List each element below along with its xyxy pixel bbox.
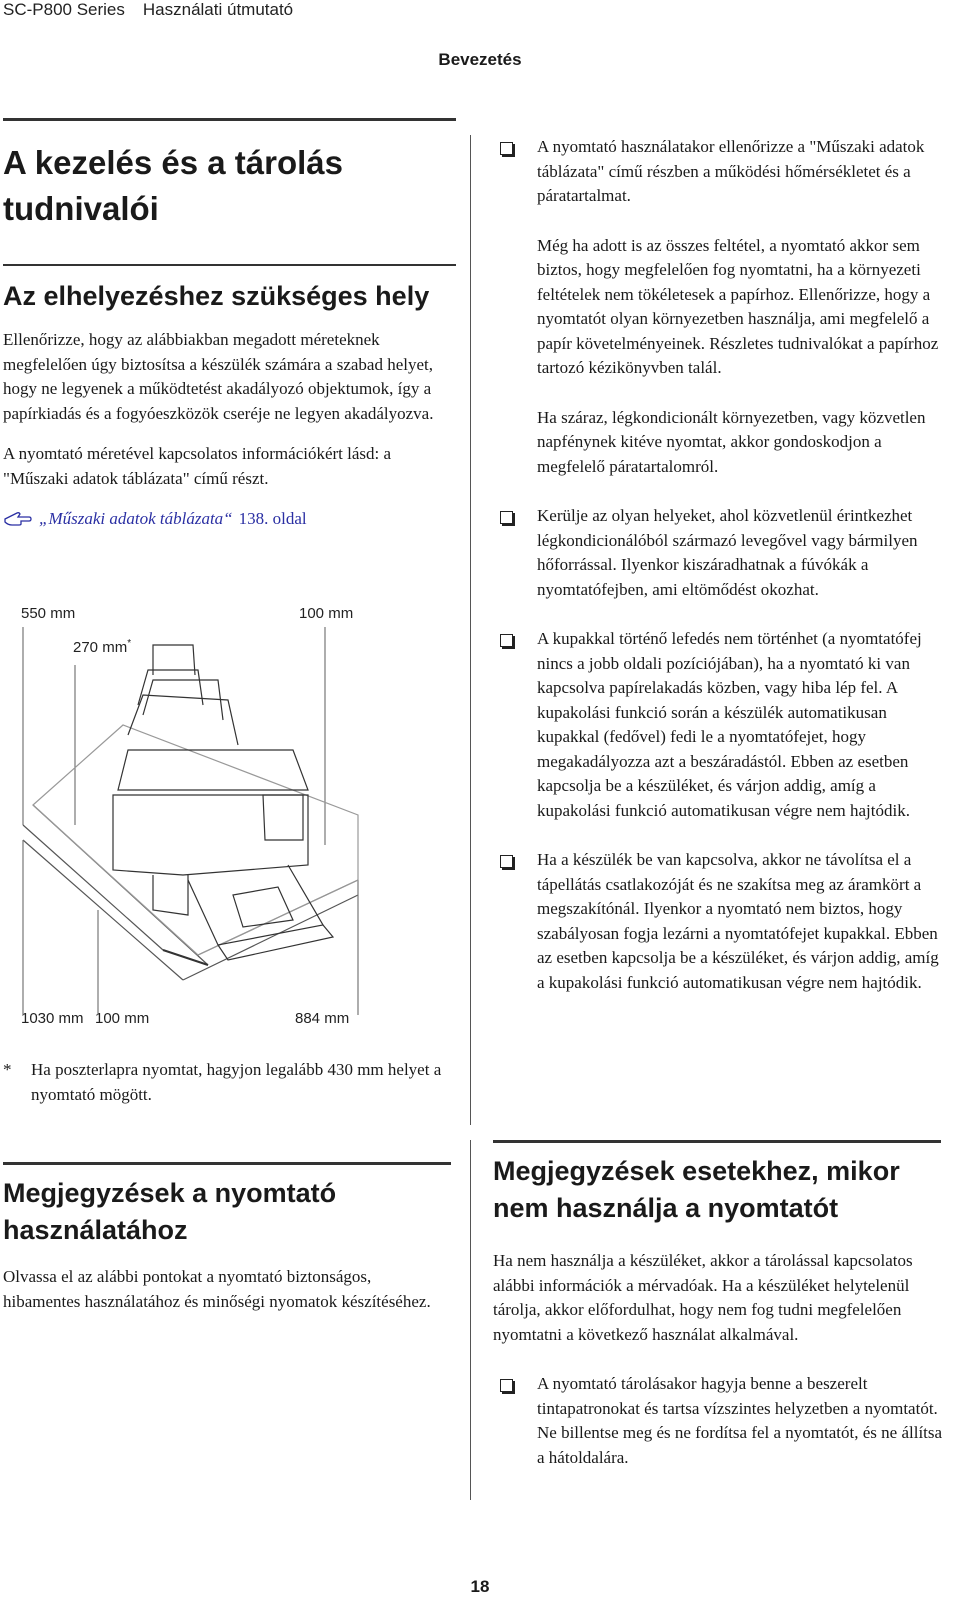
section3-rule (493, 1140, 941, 1143)
section3-title: Megjegyzések esetekhez, mikor nem használja a nyomtatót (493, 1156, 900, 1223)
bullet-storage (500, 1372, 943, 1470)
product-name: SC-P800 Series (3, 0, 125, 19)
spec-link-text[interactable]: „Műszaki adatok táblázata“ (39, 509, 233, 528)
page-number: 18 (470, 1577, 490, 1596)
section2-title: Megjegyzések a nyomtató használatához (3, 1178, 337, 1245)
page-title: A kezelés és a tárolás tudnivalói (3, 144, 343, 227)
dim-label-1030: 1030 mm (21, 1010, 84, 1027)
bullet-box-icon (500, 1379, 513, 1392)
size-paragraph: A nyomtató méretével kapcsolatos információkért lásd: a "Műszaki adatok táblázata" című részt. (3, 444, 392, 488)
column-divider-lower (470, 1140, 471, 1500)
intro-paragraph: Ellenőrizze, hogy az alábbiakban megadott méreteknek megfelelően úgy biztosítsa a készülék számára a szabad helyet, hogy ne legyenek a működtetést akadályozó objektumok, így a papírkiadás és a fogyóeszközök cseréje ne legyen akadályozva. (3, 330, 434, 423)
dim-label-100-top: 100 mm (299, 605, 354, 622)
left-lower-section (3, 1162, 451, 1314)
left-column (3, 140, 458, 531)
bullet1-sub-paragraph1: Még ha adott is az összes feltétel, a nyomtató akkor sem biztos, hogy megfelelően fog nyomtatni, ha a környezeti feltételek nem tökéletesek a papírhoz. Ellenőrizze, hogy a nyomtatót olyan környezetben használja, ami megfelelő a papír követelményeinek. Részletes tudnivalókat a papírhoz tartozó kézikönyvben talál. (537, 235, 939, 377)
bullet-operating-conditions (500, 135, 950, 209)
subtitle: Az elhelyezéshez szükséges hely (3, 281, 430, 311)
bullet-box-icon (500, 511, 513, 524)
right-column (500, 135, 950, 995)
bullet-box-icon (500, 855, 513, 868)
bullet1-sub-paragraph2: Ha száraz, légkondicionált környezetben, vagy közvetlen napfénynek kitéve nyomtat, akkor gondoskodjon a megfelelő páratartalomról. (537, 407, 926, 476)
dim-270-star: * (127, 638, 132, 649)
bullet-heat-sources (500, 504, 950, 602)
subtitle-rule (3, 264, 456, 266)
dim-label-550: 550 mm (21, 605, 76, 622)
printer-drawing (3, 625, 458, 1025)
diagram-footnote (3, 1058, 458, 1107)
running-header (3, 0, 311, 20)
bullet-power (500, 848, 950, 995)
guide-name: Használati útmutató (142, 0, 294, 19)
section-name: Bevezetés (438, 50, 522, 69)
bullet-box-icon (500, 634, 513, 647)
dim-label-884: 884 mm (295, 1010, 350, 1027)
left-top-rule (3, 118, 456, 121)
dim-label-100-bottom: 100 mm (95, 1010, 150, 1027)
section2-rule (3, 1162, 451, 1165)
spec-link-page[interactable]: 138. oldal (238, 509, 307, 528)
bullet-text: A kupakkal történő lefedés nem történhet (a nyomtatófej nincs a jobb oldali pozíciójában), ha a nyomtató ki van kapcsolva papírelakadás közben, vagy hiba lép fel. A kupakolási funkció során a készülék automatikusan kupakkal (fedővel) fedi le a nyomtatófejet, hogy megakadályozza azt a beszáradástól. Ebben az esetben kapcsolja be a készüléket, és várjon addig, amíg a kupakolási funkció automatikusan végre nem hajtódik. (537, 629, 922, 820)
footnote-star: * (3, 1060, 12, 1079)
bullet-text: Ha a készülék be van kapcsolva, akkor ne távolítsa el a tápellátás csatlakozóját és ne szakítsa meg az áramkört a megszakítónál. Ilyenkor a nyomtató nem biztos, hogy szabályosan fogja lezárni a nyomtatófejet kupakkal. Ebben az esetben kapcsolja be a készüléket, és várjon addig, amíg a kupakolási funkció automatikusan végre nem hajtódik. (537, 850, 939, 992)
section2-paragraph: Olvassa el az alábbi pontokat a nyomtató biztonságos, hibamentes használatához és minőségi nyomatok készítéséhez. (3, 1267, 431, 1311)
bullet-text: Kerülje az olyan helyeket, ahol közvetlenül érintkezhet légkondicionálóból származó levegővel vagy bármilyen hőforrással. Ilyenkor kiszáradhatnak a fúvókák a nyomtatófejben, ami eltömődést okozhat. (537, 506, 918, 599)
space-requirement-diagram (3, 600, 458, 1040)
bullet-text: A nyomtató tárolásakor hagyja benne a beszerelt tintapatronokat és tartsa vízszintes helyzetben a nyomtatót. Ne billentse meg és ne fordítsa fel a nyomtatót, és ne állítsa a hátoldalára. (537, 1374, 943, 1467)
bullet-text: A nyomtató használatakor ellenőrizze a "Műszaki adatok táblázata" című részben a működési hőmérsékletet és a páratartalmat. (537, 137, 925, 205)
pointing-hand-icon (3, 510, 33, 528)
spec-link[interactable] (3, 507, 458, 531)
column-divider (470, 135, 471, 1125)
footnote-text: Ha poszterlapra nyomtat, hagyjon legalább 430 mm helyet a nyomtató mögött. (31, 1060, 442, 1104)
right-lower-section (493, 1140, 943, 1470)
bullet-box-icon (500, 142, 513, 155)
dim-270-value: 270 mm (73, 639, 128, 656)
bullet-capping (500, 627, 950, 823)
section3-paragraph: Ha nem használja a készüléket, akkor a tárolással kapcsolatos alábbi információk a mérvadóak. Ha a készüléket helytelenül tárolja, akkor előfordulhat, hogy nem fog tudni megfelelően nyomtatni a következő használat alkalmával. (493, 1251, 913, 1344)
